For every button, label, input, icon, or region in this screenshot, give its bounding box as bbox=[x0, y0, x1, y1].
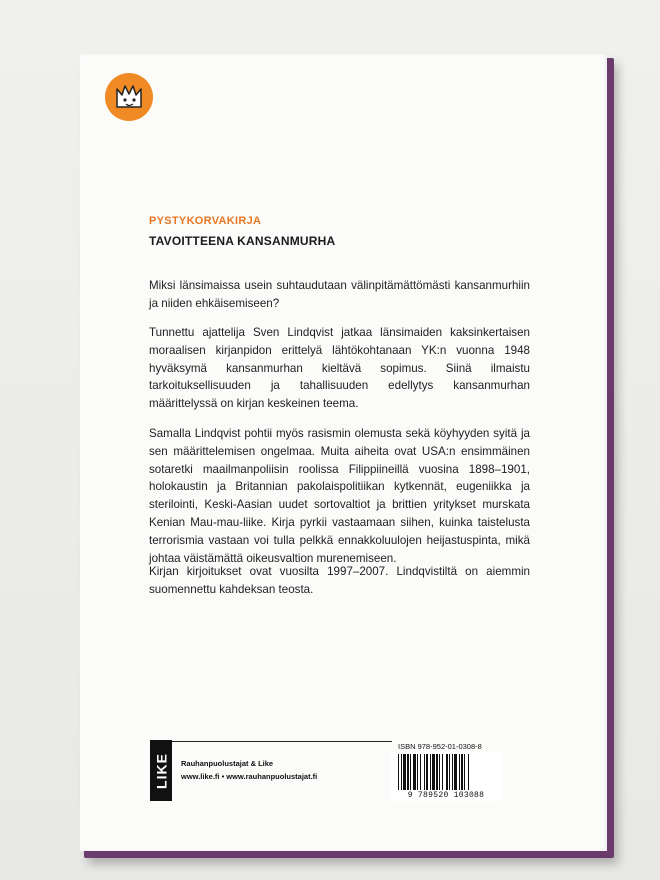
publisher-name: Rauhanpuolustajat & Like bbox=[181, 759, 274, 768]
barcode-bar bbox=[461, 754, 463, 790]
barcode-bar bbox=[436, 754, 438, 790]
series-name: PYSTYKORVAKIRJA bbox=[149, 215, 262, 227]
publisher-logo bbox=[105, 73, 153, 121]
barcode-bar bbox=[459, 754, 460, 790]
dog-head-icon bbox=[105, 73, 153, 121]
barcode-bar bbox=[403, 754, 406, 790]
barcode-bar bbox=[430, 754, 431, 790]
isbn-number: ISBN 978-952-01-0308-8 bbox=[398, 742, 482, 751]
barcode-bar bbox=[468, 754, 469, 790]
barcode-bar bbox=[401, 754, 402, 790]
divider bbox=[172, 741, 392, 742]
barcode-bar bbox=[413, 754, 416, 790]
like-logo-text: LIKE bbox=[153, 753, 170, 789]
barcode-bar bbox=[410, 754, 411, 790]
barcode-bar bbox=[464, 754, 465, 790]
blurb-paragraph-2: Tunnettu ajattelija Sven Lindqvist jatkaa länsimaiden kaksinkertaisen moraalisen kirjanpidon erittelyä lähtökohtanaan YK:n vuonna 1948 hyväksymä kansanmurhan kieltävä sopimus. Siinä ilmaistu tarkoituksellisuuden ja tahallisuuden edellytys kansanmurhan määrittelyssä on kirjan keskeinen teema. bbox=[149, 326, 530, 411]
blurb-paragraph-1: Miksi länsimaissa usein suhtaudutaan välinpitämättömästi kansanmurhiin ja niiden ehkäisemiseen? bbox=[149, 279, 530, 310]
publisher-websites: www.like.fi • www.rauhanpuolustajat.fi bbox=[181, 772, 318, 781]
barcode-bar bbox=[449, 754, 450, 790]
barcode-bars bbox=[390, 752, 502, 792]
like-logo bbox=[150, 740, 172, 801]
barcode-bar bbox=[398, 754, 399, 790]
barcode-bar bbox=[442, 754, 443, 790]
book-title: TAVOITTEENA KANSANMURHA bbox=[149, 234, 336, 248]
barcode-digits: 9 789520 103088 bbox=[407, 791, 485, 800]
barcode-bar bbox=[439, 754, 440, 790]
barcode-bar bbox=[446, 754, 448, 790]
imprint-block bbox=[150, 740, 502, 801]
barcode-bar bbox=[426, 754, 428, 790]
barcode-bar bbox=[424, 754, 425, 790]
barcode-bar bbox=[407, 754, 409, 790]
blurb-paragraph-3: Samalla Lindqvist pohtii myös rasismin olemusta sekä köyhyyden syitä ja sen määrittelemisen ongelmaa. Muita aiheita ovat USA:n ensimmäinen sotaretki maailmanpoliisin roolissa Filippiineillä vuosina 1898–1901, holokaustin ja Britannian pakolaispolitiikan kytkennät, eugeniikka ja sterilointi, Keski-Aasian uudet sortovaltiot ja brittien yritykset murskata Kenian Mau-mau-liike. Kirja pyrkii vastaamaan siihen, kuinka taistelusta terrorismia vastaan voi tulla pelkkä ennakkoluulojen heijastuspinta, mikä johtaa väistämättä oikeusvaltion murenemiseen. bbox=[149, 427, 530, 565]
barcode bbox=[390, 752, 502, 801]
barcode-bar bbox=[454, 754, 457, 790]
barcode-bar bbox=[417, 754, 418, 790]
blurb-paragraph-4: Kirjan kirjoitukset ovat vuosilta 1997–2007. Lindqvistiltä on aiemmin suomennettu kahdeksan teosta. bbox=[149, 565, 530, 596]
barcode-bar bbox=[452, 754, 453, 790]
barcode-bar bbox=[432, 754, 435, 790]
barcode-bar bbox=[420, 754, 421, 790]
